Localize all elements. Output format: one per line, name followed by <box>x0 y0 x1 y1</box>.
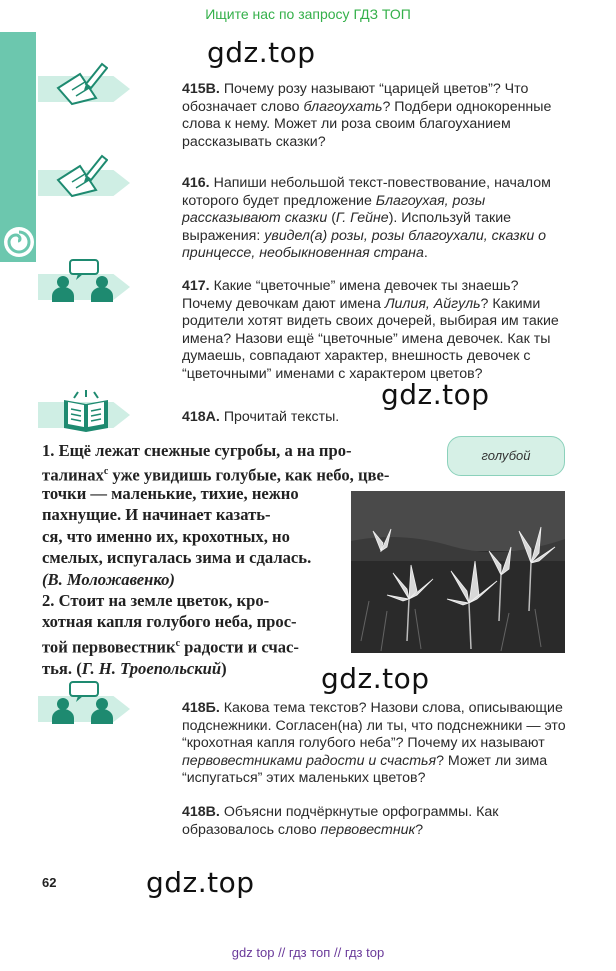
task-415: 415В. Почему розу называют “царицей цветов”? Что обозначает слово благоухать? Подбери однокоренные слова к нему. Может ли роза своим благоуханием рассказывать сказки? <box>182 81 552 150</box>
footer-link[interactable]: гдз top <box>344 945 385 960</box>
vocabulary-word: голубой <box>481 448 531 463</box>
page-number: 62 <box>42 875 57 890</box>
swirl-icon <box>2 225 36 259</box>
open-book-icon <box>60 390 112 432</box>
task-416: 416. Напиши небольшой текст-повествование, началом которого будет предложение Благоухая, розы рассказывают сказки (Г. Гейне). Используй такие выражения: увидел(а) розы, розы благоухали, сказки о принцессе, необыкновенная страна. <box>182 175 551 262</box>
vocabulary-word-badge <box>447 436 565 476</box>
watermark: gdz.top <box>207 36 316 69</box>
task-418b: 418Б. Какова тема текстов? Назови слова, описывающие подснежники. Согласен(на) ли ты, что подснежники — это “крохотная капля голубого неба”? Почему их называют первовестниками радости и счастья? Может ли зима “испугаться” этих маленьких цветов? <box>182 700 566 787</box>
watermark: gdz.top <box>146 866 255 899</box>
dialogue-icon <box>50 258 116 302</box>
footer-separator: // <box>333 945 342 960</box>
task-418v: 418В. Объясни подчёркнутые орфограммы. Как образовалось слово первовестник? <box>182 804 499 838</box>
pencil-writing-icon <box>52 60 108 106</box>
footer-separator: // <box>278 945 286 960</box>
footer-link[interactable]: gdz top <box>231 945 275 960</box>
reading-text-1-cont: точки — маленькие, тихие, нежно пахнущие. И начинает казать- ся, что именно их, крохотных, но смелых, испугалась зима и сдалась. (В. Моложавенко) <box>42 484 312 589</box>
pencil-writing-icon <box>52 152 108 198</box>
watermark: gdz.top <box>381 378 490 411</box>
promo-banner[interactable]: Ищите нас по запросу ГДЗ ТОП <box>205 6 411 22</box>
footer-link[interactable]: гдз топ <box>288 945 331 960</box>
reading-text-1: 1. Ещё лежат снежные сугробы, а на про- талинах$^с$ уже увидишь голубые, как небо, цве- <box>42 441 390 485</box>
crocus-photo-icon <box>351 491 565 653</box>
footer-links <box>0 945 616 960</box>
task-417: 417. Какие “цветочные” имена девочек ты знаешь? Почему девочкам дают имена Лилия, Айгуль? Какими родители хотят видеть своих дочерей, выбирая им такие имена? Назови ещё “цветочные” имена девочек. Как ты думаешь, совпадают характер, внешность девочек с “цветочными” именами с характером цветов? <box>182 278 559 382</box>
crocus-photo <box>351 491 565 653</box>
task-418a: 418А. Прочитай тексты. <box>182 409 340 425</box>
reading-text-2: 2. Стоит на земле цветок, кро- хотная капля голубого неба, прос- той первовестник$^с$ радости и счас- тья. (Г. Н. Троепольский) <box>42 591 299 678</box>
dialogue-icon <box>50 680 116 724</box>
watermark: gdz.top <box>321 662 430 695</box>
